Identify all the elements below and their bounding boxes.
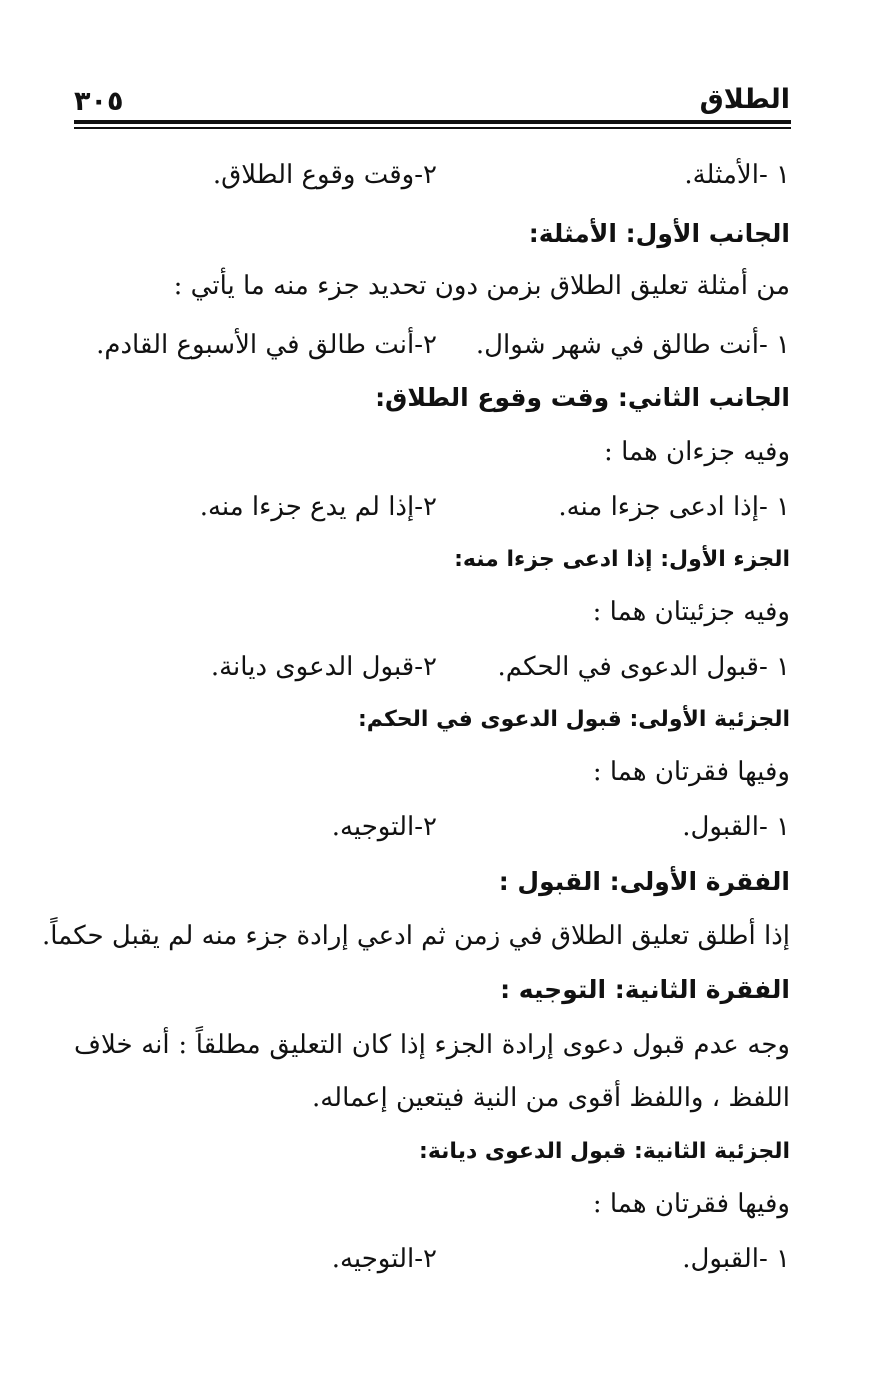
list-item: ١ -القبول. bbox=[682, 1244, 790, 1274]
header-rule-thin bbox=[74, 127, 791, 129]
paragraph: وفيها فقرتان هما : bbox=[592, 1189, 790, 1219]
section-heading: الجانب الأول: الأمثلة: bbox=[528, 219, 790, 248]
section-heading: الجزئية الأولى: قبول الدعوى في الحكم: bbox=[357, 707, 790, 732]
page-number: ٣٠٥ bbox=[74, 86, 124, 117]
paragraph: وفيها فقرتان هما : bbox=[592, 757, 790, 787]
list-item: ١ -قبول الدعوى في الحكم. bbox=[497, 652, 790, 682]
list-item: ١ -الأمثلة. bbox=[684, 160, 790, 190]
paragraph: وفيه جزئيتان هما : bbox=[592, 597, 790, 627]
list-item: ٢-أنت طالق في الأسبوع القادم. bbox=[96, 330, 437, 360]
header-rule-thick bbox=[74, 120, 791, 124]
running-header-title: الطلاق bbox=[699, 84, 790, 115]
list-item: ٢-التوجيه. bbox=[331, 1244, 437, 1274]
section-heading: الفقرة الأولى: القبول : bbox=[498, 867, 790, 896]
list-item: ٢-وقت وقوع الطلاق. bbox=[212, 160, 437, 190]
list-item: ١ -أنت طالق في شهر شوال. bbox=[475, 330, 790, 360]
paragraph: إذا أطلق تعليق الطلاق في زمن ثم ادعي إرادة جزء منه لم يقبل حكماً. bbox=[41, 921, 790, 951]
list-item: ١ -القبول. bbox=[682, 812, 790, 842]
paragraph-line: اللفظ ، واللفظ أقوى من النية فيتعين إعماله. bbox=[311, 1083, 790, 1113]
list-item: ٢-التوجيه. bbox=[331, 812, 437, 842]
section-heading: الفقرة الثانية: التوجيه : bbox=[500, 975, 790, 1004]
list-item: ١ -إذا ادعى جزءا منه. bbox=[558, 492, 790, 522]
list-item: ٢-قبول الدعوى ديانة. bbox=[210, 652, 437, 682]
paragraph: من أمثلة تعليق الطلاق بزمن دون تحديد جزء منه ما يأتي : bbox=[173, 271, 790, 301]
paragraph-line: وجه عدم قبول دعوى إرادة الجزء إذا كان التعليق مطلقاً : أنه خلاف bbox=[74, 1030, 790, 1060]
section-heading: الجزئية الثانية: قبول الدعوى ديانة: bbox=[419, 1139, 790, 1164]
section-heading: الجانب الثاني: وقت وقوع الطلاق: bbox=[375, 383, 790, 412]
list-item: ٢-إذا لم يدع جزءا منه. bbox=[199, 492, 437, 522]
paragraph: وفيه جزءان هما : bbox=[604, 437, 790, 467]
section-heading: الجزء الأول: إذا ادعى جزءا منه: bbox=[454, 547, 790, 572]
